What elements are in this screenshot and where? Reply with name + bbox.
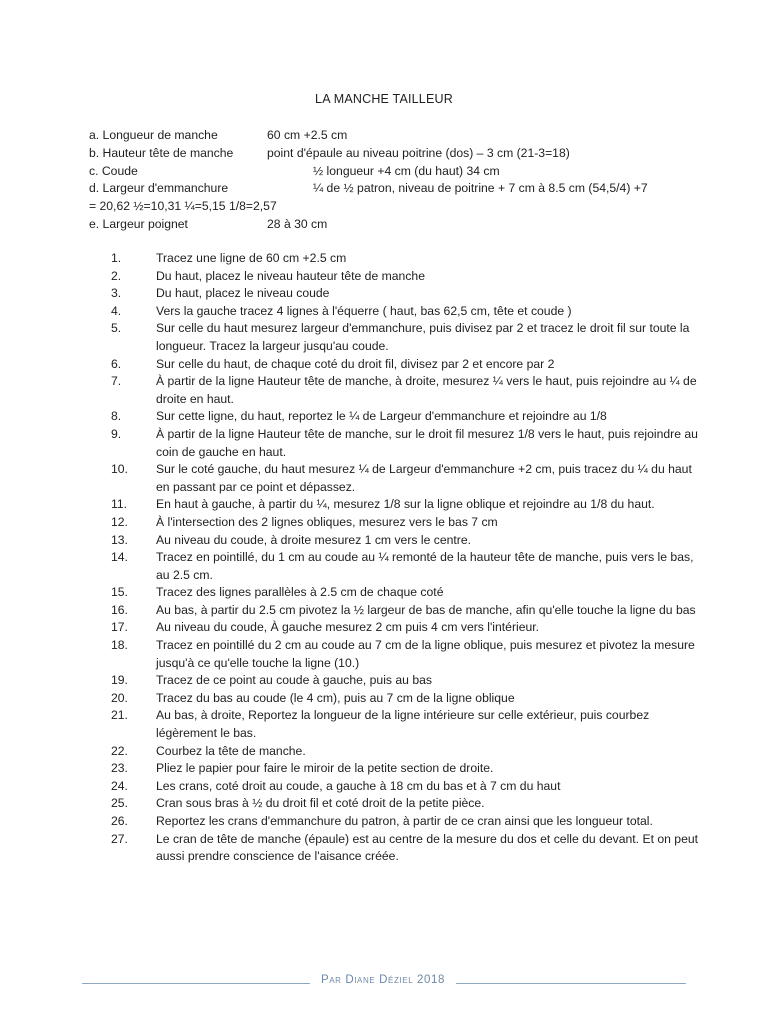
step-item [111,637,701,672]
measurement-row [89,180,699,198]
step-number: 21. [111,708,128,723]
step-text: Les crans, coté droit au coude, a gauche à 18 cm du bas et à 7 cm du haut [156,778,561,793]
measurement-value: 28 à 30 cm [267,216,328,231]
measurement-continuation: = 20,62 ½=10,31 ¼=5,15 1/8=2,57 [89,199,277,214]
step-number: 14. [111,550,128,565]
step-item [111,250,701,268]
step-item [111,690,701,708]
step-item [111,408,701,426]
instruction-steps [111,250,701,866]
step-text: Du haut, placez le niveau hauteur tête de manche [156,268,425,283]
step-item [111,549,701,584]
step-number: 26. [111,814,128,828]
step-text: Tracez en pointillé, du 1 cm au coude au ¼ remonté de la hauteur tête de manche, puis vers le bas, au 2.5 cm. [156,550,694,582]
step-text: Du haut, placez le niveau coude [156,286,330,301]
measurement-label: e. Largeur poignet [89,216,188,231]
step-item [111,514,701,532]
step-number: 8. [111,409,122,424]
step-text: Sur celle du haut, de chaque coté du droit fil, divisez par 2 et encore par 2 [156,356,555,371]
measurement-row [89,216,699,234]
step-text: En haut à gauche, à partir du ¼, mesurez 1/8 sur la ligne oblique et rejoindre au 1/8 du haut. [156,497,655,512]
step-item [111,707,701,742]
step-number: 2. [111,268,122,283]
measurements-list [89,127,699,234]
step-text: Tracez en pointillé du 2 cm au coude au 7 cm de la ligne oblique, puis mesurez et pivotez la mesure jusqu'à ce qu'elle touche la ligne (10.) [156,638,695,670]
step-number: 16. [111,602,128,617]
step-text: Sur le coté gauche, du haut mesurez ¼ de Largeur d'emmanchure +2 cm, puis tracez du ¼ du haut en passant par ce point et dépassez. [156,462,692,494]
step-number: 27. [111,831,128,846]
measurement-value: ½ longueur +4 cm (du haut) 34 cm [313,163,500,178]
measurement-value: ¼ de ½ patron, niveau de poitrine + 7 cm à 8.5 cm (54,5/4) +7 [313,181,648,196]
step-item [111,760,701,778]
step-number: 6. [111,356,122,371]
step-text: Reportez les crans d'emmanchure du patron, à partir de ce cran ainsi que les longueur total. [156,814,653,828]
step-text: À l'intersection des 2 lignes obliques, mesurez vers le bas 7 cm [156,514,498,529]
footer-rule-right [456,983,686,984]
measurement-label: b. Hauteur tête de manche [89,145,234,160]
step-text: À partir de la ligne Hauteur tête de manche, à droite, mesurez ¼ vers le haut, puis rejoindre au ¼ de droite en haut. [156,374,697,406]
step-text: Pliez le papier pour faire le miroir de la petite section de droite. [156,761,494,776]
measurement-label: c. Coude [89,163,138,178]
step-number: 4. [111,303,122,318]
step-text: Le cran de tête de manche (épaule) est au centre de la mesure du dos et celle du devant. Et on peut aussi prendre conscience de l'aisance créée. [156,831,699,864]
step-item [111,602,701,620]
footer [82,974,686,994]
step-text: Vers la gauche tracez 4 lignes à l'équerre ( haut, bas 62,5 cm, tête et coude ) [156,303,572,318]
step-item [111,496,701,514]
step-number: 9. [111,426,122,441]
step-text: Au niveau du coude, À gauche mesurez 2 cm puis 4 cm vers l'intérieur. [156,620,540,635]
step-number: 1. [111,251,122,265]
step-item [111,285,701,303]
step-number: 19. [111,673,128,688]
step-text: Tracez du bas au coude (le 4 cm), puis au 7 cm de la ligne oblique [156,690,515,705]
step-number: 25. [111,796,128,811]
step-number: 20. [111,690,128,705]
step-item [111,320,701,355]
step-text: Au bas, à droite, Reportez la longueur de la ligne intérieure sur celle extérieur, puis courbez légèrement le bas. [156,708,650,741]
measurement-value: point d'épaule au niveau poitrine (dos) – 3 cm (21-3=18) [267,145,570,160]
step-number: 18. [111,638,128,653]
step-item [111,778,701,796]
measurement-value: 60 cm +2.5 cm [267,128,348,142]
step-text: Sur cette ligne, du haut, reportez le ¼ de Largeur d'emmanchure et rejoindre au 1/8 [156,409,607,424]
step-text: Tracez des lignes parallèles à 2.5 cm de chaque coté [156,585,444,600]
step-item [111,795,701,813]
measurement-row [89,127,699,145]
step-text: À partir de la ligne Hauteur tête de manche, sur le droit fil mesurez 1/8 vers le haut, puis rejoindre au coin de gauche en haut. [156,426,698,459]
step-item [111,356,701,374]
measurement-row [89,163,699,181]
step-number: 3. [111,286,122,301]
step-item [111,303,701,321]
step-number: 10. [111,462,128,477]
measurement-label: a. Longueur de manche [89,128,218,142]
step-item [111,373,701,408]
measurement-row [89,145,699,163]
page-title: LA MANCHE TAILLEUR [315,92,453,106]
step-text: Courbez la tête de manche. [156,743,306,758]
step-item [111,584,701,602]
footer-credit: Par Diane Déziel 2018 [320,974,446,986]
step-text: Tracez une ligne de 60 cm +2.5 cm [156,251,347,265]
step-text: Au niveau du coude, à droite mesurez 1 cm vers le centre. [156,532,472,547]
step-item [111,461,701,496]
step-text: Sur celle du haut mesurez largeur d'emmanchure, puis divisez par 2 et tracez le droit fil sur toute la longueur. Tracez la largeur jusqu'au coude. [156,321,690,353]
step-number: 23. [111,761,128,776]
step-text: Au bas, à partir du 2.5 cm pivotez la ½ largeur de bas de manche, afin qu'elle touche la ligne du bas [156,602,696,617]
step-text: Tracez de ce point au coude à gauche, puis au bas [156,673,432,688]
step-number: 17. [111,620,128,635]
measurement-label: d. Largeur d'emmanchure [89,181,229,196]
step-number: 13. [111,532,128,547]
step-number: 5. [111,321,122,336]
step-number: 22. [111,743,128,758]
step-number: 24. [111,778,128,793]
step-item [111,672,701,690]
step-item [111,831,701,866]
step-item [111,743,701,761]
step-number: 7. [111,374,122,389]
step-number: 12. [111,514,128,529]
step-item [111,268,701,286]
step-item [111,619,701,637]
step-number: 15. [111,585,128,600]
step-item [111,426,701,461]
step-text: Cran sous bras à ½ du droit fil et coté droit de la petite pièce. [156,796,485,811]
step-item [111,532,701,550]
step-item [111,813,701,831]
step-number: 11. [111,497,128,512]
footer-rule-left [82,983,310,984]
